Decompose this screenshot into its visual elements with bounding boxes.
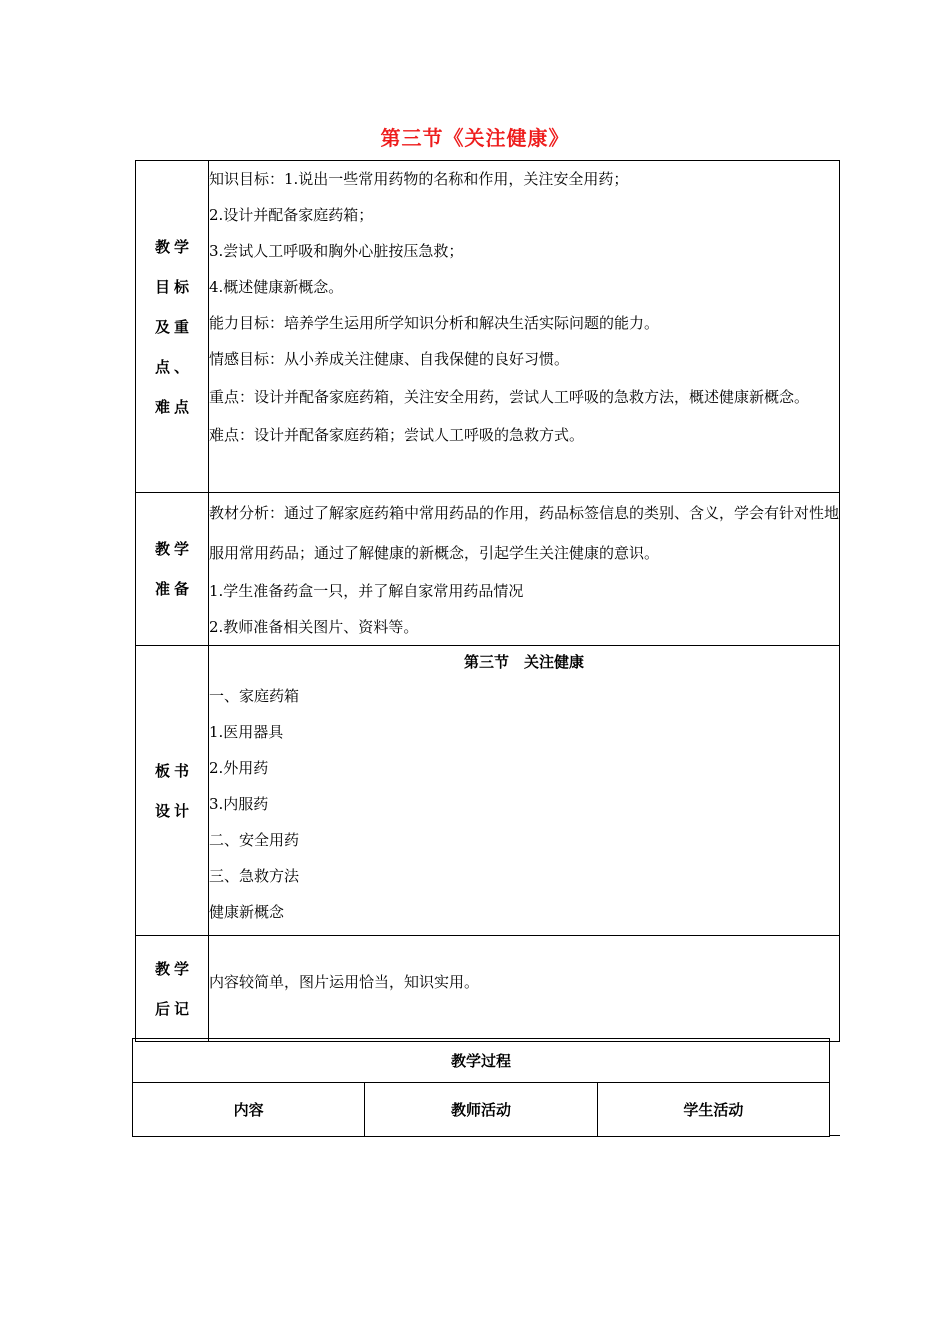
preparation-line: 1.学生准备药盒一只，并了解自家常用药品情况 [209,582,524,600]
objectives-content [209,161,840,493]
objective-line: 情感目标：从小养成关注健康、自我保健的良好习惯。 [209,350,570,368]
board-heading: 第三节 关注健康 [463,653,584,671]
objective-line: 4.概述健康新概念。 [209,278,344,296]
key-points: 重点：设计并配备家庭药箱，关注安全用药，尝试人工呼吸的急救方法，概述健康新概念。 [209,388,810,406]
board-line: 健康新概念 [209,903,285,921]
process-table [132,1038,830,1137]
objective-line: 2.设计并配备家庭药箱； [209,206,374,224]
board-line: 1.医用器具 [209,723,284,741]
objectives-label: 教学目标及重点、难点 [136,161,209,493]
column-teacher-activity: 教师活动 [365,1083,597,1137]
reflection-text: 内容较简单，图片运用恰当，知识实用。 [209,973,480,991]
board-line: 二、安全用药 [209,831,300,849]
page-title: 第三节《关注健康》 [380,126,570,150]
lesson-plan-table [135,160,840,1042]
board-label: 板书设计 [136,646,209,936]
process-title: 教学过程 [133,1039,830,1083]
reflection-label: 教学后记 [136,936,209,1042]
board-line: 三、急救方法 [209,867,300,885]
objective-line: 能力目标：培养学生运用所学知识分析和解决生活实际问题的能力。 [209,314,660,332]
board-line: 2.外用药 [209,759,269,777]
objective-line: 3.尝试人工呼吸和胸外心脏按压急救； [209,242,464,260]
objective-line: 知识目标：1.说出一些常用药物的名称和作用，关注安全用药； [209,170,629,188]
table-edge-stub [830,1135,840,1136]
difficult-points: 难点：设计并配备家庭药箱；尝试人工呼吸的急救方式。 [209,426,585,444]
preparation-row [136,493,840,646]
material-analysis: 教材分析：通过了解家庭药箱中常用药品的作用，药品标签信息的类别、含义，学会有针对性地服用常用药品；通过了解健康的新概念，引起学生关注健康的意识。 [209,504,840,562]
objectives-row [136,161,840,493]
preparation-label: 教学准备 [136,493,209,646]
column-content: 内容 [133,1083,365,1137]
board-row [136,646,840,936]
preparation-line: 2.教师准备相关图片、资料等。 [209,618,419,636]
board-line: 3.内服药 [209,795,269,813]
reflection-row [136,936,840,1042]
board-content [209,646,840,936]
board-line: 一、家庭药箱 [209,687,300,705]
reflection-content [209,936,840,1042]
preparation-content [209,493,840,646]
column-student-activity: 学生活动 [597,1083,829,1137]
